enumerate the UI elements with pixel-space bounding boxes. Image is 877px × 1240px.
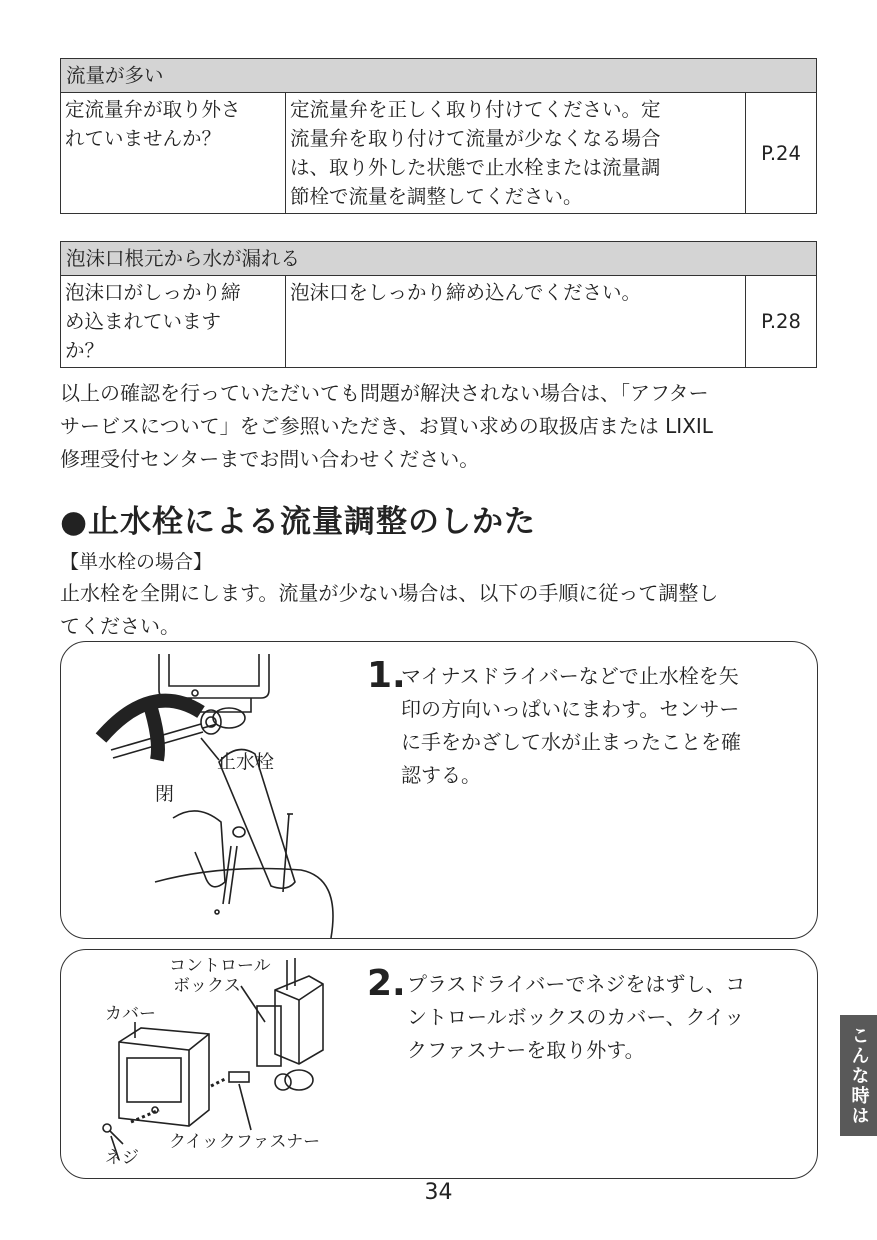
cause-line: 泡沫口がしっかり締	[65, 281, 241, 304]
step1-text	[401, 660, 741, 792]
note-line: サービスについて」をご参照いただき、お買い求めの取扱店または LIXIL	[60, 414, 713, 438]
trouble-table-leak	[60, 241, 817, 368]
remedy-line: 定流量弁を正しく取り付けてください。定	[290, 98, 661, 121]
cause-line: れていませんか？	[65, 127, 222, 150]
page-number: 34	[424, 1180, 453, 1205]
screw-label: ネジ	[105, 1148, 139, 1168]
control-box-label	[169, 956, 271, 996]
step1-line: マイナスドライバーなどで止水栓を矢	[401, 664, 739, 688]
cause-line: か？	[65, 339, 105, 362]
cause-cell	[61, 276, 286, 368]
remedy-line: は、取り外した状態で止水栓または流量調	[290, 156, 661, 179]
remedy-line: 流量弁を取り付けて流量が少なくなる場合	[290, 127, 661, 150]
table-header: 流量が多い	[61, 59, 817, 93]
step1-line: に手をかざして水が止まったことを確	[401, 730, 741, 754]
cause-cell	[61, 93, 286, 214]
table-header: 泡沫口根元から水が漏れる	[61, 242, 817, 276]
step2-number: 2.	[367, 963, 406, 1004]
note-line: 修理受付センターまでお問い合わせください。	[60, 447, 480, 471]
subheading: 【単水栓の場合】	[60, 551, 213, 573]
fastener-label: クイックファスナー	[169, 1132, 321, 1152]
page-reference: P.24	[746, 93, 817, 214]
remedy-line: 節栓で流量を調整してください。	[290, 185, 583, 208]
step2-line: クファスナーを取り外す。	[407, 1038, 645, 1062]
close-direction-label: 閉	[155, 783, 175, 805]
cause-line: 定流量弁が取り外さ	[65, 98, 241, 121]
remedy-cell	[286, 93, 746, 214]
step2-line: ントロールボックスのカバー、クイッ	[407, 1005, 745, 1029]
note-line: 以上の確認を行っていただいても問題が解決されない場合は、「アフター	[60, 381, 709, 405]
section-title: ●止水栓による流量調整のしかた	[60, 504, 537, 540]
step2-text	[407, 968, 745, 1067]
step1-box	[60, 641, 818, 939]
side-index-tab[interactable]: こんな時は	[840, 1015, 877, 1136]
intro-paragraph	[60, 577, 830, 643]
remedy-line: 泡沫口をしっかり締め込んでください。	[290, 281, 642, 304]
control-box-label-line: コントロール	[169, 956, 271, 976]
remedy-cell	[286, 276, 746, 368]
step2-line: プラスドライバーでネジをはずし、コ	[407, 972, 746, 996]
intro-line: 止水栓を全開にします。流量が少ない場合は、以下の手順に従って調整し	[60, 581, 719, 605]
step1-line: 認する。	[401, 763, 481, 787]
control-box-label-line: ボックス	[173, 976, 241, 996]
cause-line: め込まれています	[65, 310, 222, 333]
cover-label: カバー	[105, 1004, 156, 1024]
trouble-table-flow-high	[60, 58, 817, 214]
step2-box	[60, 949, 818, 1179]
page-reference: P.28	[746, 276, 817, 368]
intro-line: てください。	[60, 614, 180, 638]
step1-number: 1.	[367, 655, 406, 696]
faucet-valve-illustration	[61, 642, 351, 938]
step1-line: 印の方向いっぱいにまわす。センサー	[401, 697, 740, 721]
valve-label: 止水栓	[217, 751, 275, 773]
note-paragraph	[60, 377, 830, 476]
